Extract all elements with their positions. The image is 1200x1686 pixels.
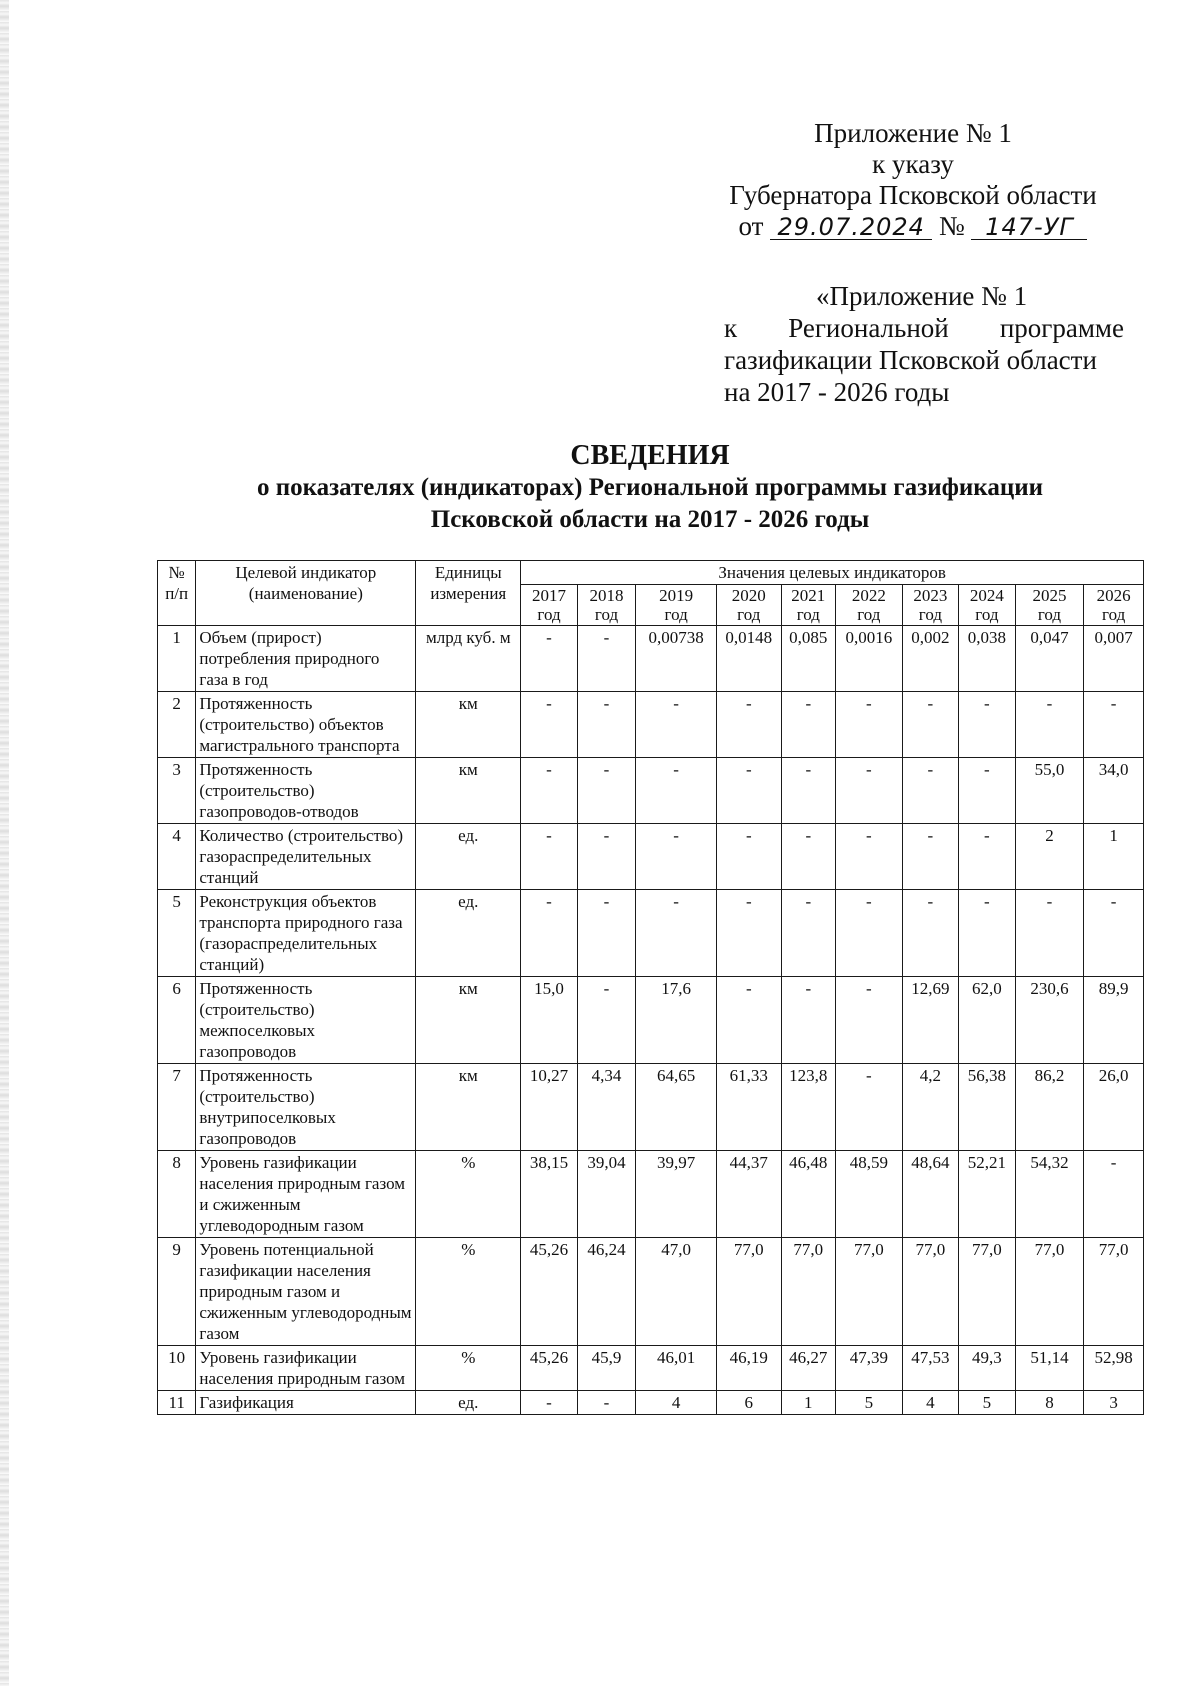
value-cell-2017: 10,27 — [521, 1064, 578, 1151]
value-cell-2018: - — [577, 626, 636, 692]
header-unit: Единицы измерения — [416, 561, 521, 626]
table-row — [158, 977, 1144, 1064]
value-cell-2026: 3 — [1084, 1391, 1144, 1415]
year-label: 2018 — [589, 586, 624, 605]
value-cell-2024: - — [959, 692, 1016, 758]
value-cell-2018: - — [577, 890, 636, 977]
year-label: 2019 — [659, 586, 694, 605]
header-indicator: Целевой индикатор (наименование) — [196, 561, 416, 626]
year-label: 2023 — [913, 586, 948, 605]
year-suffix: год — [1037, 605, 1062, 624]
value-cell-2022: 48,59 — [836, 1151, 903, 1238]
value-cell-2018: - — [577, 824, 636, 890]
value-cell-2023: - — [902, 824, 959, 890]
quote-word-2: Региональной — [788, 313, 949, 343]
table-row — [158, 1064, 1144, 1151]
value-cell-2022: 77,0 — [836, 1238, 903, 1346]
year-label: 2020 — [731, 586, 766, 605]
value-cell-2026: - — [1084, 692, 1144, 758]
handwritten-date: 29.07.2024 — [770, 215, 932, 240]
value-cell-2024: - — [959, 824, 1016, 890]
year-suffix: год — [857, 605, 881, 624]
value-cell-2024: - — [959, 758, 1016, 824]
value-cell-2022: 0,0016 — [836, 626, 903, 692]
row-number: 3 — [158, 758, 196, 824]
value-cell-2017: - — [521, 692, 578, 758]
program-appendix-quote — [724, 280, 1124, 408]
value-cell-2019: 17,6 — [636, 977, 717, 1064]
header-year-2021 — [781, 585, 835, 626]
value-cell-2025: 230,6 — [1015, 977, 1084, 1064]
value-cell-2017: - — [521, 1391, 578, 1415]
value-cell-2022: - — [836, 692, 903, 758]
value-cell-2022: 5 — [836, 1391, 903, 1415]
value-cell-2020: 61,33 — [716, 1064, 781, 1151]
value-cell-2025: 55,0 — [1015, 758, 1084, 824]
value-cell-2019: - — [636, 758, 717, 824]
quote-line-2 — [724, 312, 1124, 344]
value-cell-2025: 86,2 — [1015, 1064, 1084, 1151]
table-row — [158, 1391, 1144, 1415]
year-suffix: год — [1102, 605, 1126, 624]
quote-word-1: к — [724, 313, 738, 343]
year-suffix: год — [594, 605, 619, 624]
value-cell-2017: 38,15 — [521, 1151, 578, 1238]
row-number: 11 — [158, 1391, 196, 1415]
year-suffix: год — [737, 605, 761, 624]
title-subtitle-1: о показателях (индикаторах) Региональной программы газификации — [256, 474, 1044, 501]
value-cell-2020: 0,0148 — [716, 626, 781, 692]
value-cell-2025: - — [1015, 692, 1084, 758]
header-year-2023 — [902, 585, 959, 626]
document-title — [150, 440, 1150, 536]
value-cell-2026: 26,0 — [1084, 1064, 1144, 1151]
unit-cell: % — [416, 1346, 521, 1391]
table-row — [158, 626, 1144, 692]
header-num: № п/п — [158, 561, 196, 626]
value-cell-2017: 45,26 — [521, 1238, 578, 1346]
appendix-line-1: Приложение № 1 — [814, 118, 1012, 148]
indicator-name: Протяженность (строительство) объектов магистрального транспорта — [196, 692, 416, 758]
unit-cell: % — [416, 1151, 521, 1238]
value-cell-2018: - — [577, 1391, 636, 1415]
value-cell-2017: - — [521, 626, 578, 692]
value-cell-2023: 12,69 — [902, 977, 959, 1064]
quote-line-4: на 2017 - 2026 годы — [724, 377, 950, 407]
value-cell-2022: - — [836, 758, 903, 824]
value-cell-2022: 47,39 — [836, 1346, 903, 1391]
unit-cell: млрд куб. м — [416, 626, 521, 692]
value-cell-2019: 46,01 — [636, 1346, 717, 1391]
indicator-name: Реконструкция объектов транспорта природного газа (газораспределительных станций) — [196, 890, 416, 977]
value-cell-2024: 49,3 — [959, 1346, 1016, 1391]
value-cell-2025: 77,0 — [1015, 1238, 1084, 1346]
value-cell-2023: - — [902, 890, 959, 977]
indicator-name: Объем (прирост) потребления природного газа в год — [196, 626, 416, 692]
row-number: 5 — [158, 890, 196, 977]
indicator-name: Протяженность (строительство) внутрипоселковых газопроводов — [196, 1064, 416, 1151]
value-cell-2020: 46,19 — [716, 1346, 781, 1391]
year-label: 2017 — [532, 586, 566, 605]
indicator-name: Уровень газификации населения природным газом — [196, 1346, 416, 1391]
value-cell-2025: - — [1015, 890, 1084, 977]
value-cell-2018: 4,34 — [577, 1064, 636, 1151]
unit-cell: ед. — [416, 824, 521, 890]
value-cell-2021: 0,085 — [781, 626, 835, 692]
value-cell-2017: - — [521, 890, 578, 977]
header-year-2024 — [959, 585, 1016, 626]
value-cell-2024: 0,038 — [959, 626, 1016, 692]
unit-cell: ед. — [416, 1391, 521, 1415]
row-number: 1 — [158, 626, 196, 692]
header-year-2018 — [577, 585, 636, 626]
indicator-name: Газификация — [196, 1391, 416, 1415]
value-cell-2019: - — [636, 692, 717, 758]
year-label: 2022 — [851, 586, 886, 605]
header-year-2025 — [1015, 585, 1084, 626]
unit-cell: ед. — [416, 890, 521, 977]
value-cell-2024: - — [959, 890, 1016, 977]
header-year-2022 — [836, 585, 903, 626]
year-label: 2024 — [969, 586, 1004, 605]
row-number: 10 — [158, 1346, 196, 1391]
value-cell-2022: - — [836, 890, 903, 977]
row-number: 2 — [158, 692, 196, 758]
indicator-name: Количество (строительство) газораспределительных станций — [196, 824, 416, 890]
value-cell-2021: 77,0 — [781, 1238, 835, 1346]
year-suffix: год — [537, 605, 561, 624]
row-number: 9 — [158, 1238, 196, 1346]
value-cell-2019: 0,00738 — [636, 626, 717, 692]
value-cell-2019: 47,0 — [636, 1238, 717, 1346]
value-cell-2019: 4 — [636, 1391, 717, 1415]
value-cell-2026: 77,0 — [1084, 1238, 1144, 1346]
value-cell-2020: 44,37 — [716, 1151, 781, 1238]
indicator-name: Протяженность (строительство) газопроводов-отводов — [196, 758, 416, 824]
value-cell-2022: - — [836, 977, 903, 1064]
value-cell-2026: 34,0 — [1084, 758, 1144, 824]
value-cell-2023: 47,53 — [902, 1346, 959, 1391]
number-sign: № — [938, 211, 965, 241]
table-row — [158, 824, 1144, 890]
table-row — [158, 1151, 1144, 1238]
table-row — [158, 758, 1144, 824]
value-cell-2019: 64,65 — [636, 1064, 717, 1151]
value-cell-2023: 4 — [902, 1391, 959, 1415]
year-label: 2026 — [1096, 586, 1131, 605]
value-cell-2023: - — [902, 692, 959, 758]
indicator-name: Уровень потенциальной газификации населения природным газом и сжиженным углеводородным газом — [196, 1238, 416, 1346]
value-cell-2020: 77,0 — [716, 1238, 781, 1346]
table-row — [158, 890, 1144, 977]
year-label: 2025 — [1032, 586, 1067, 605]
header-row-1 — [158, 561, 1144, 585]
table-body — [158, 626, 1144, 1415]
appendix-line-3: Губернатора Псковской области — [729, 180, 1097, 210]
value-cell-2021: 1 — [781, 1391, 835, 1415]
value-cell-2025: 51,14 — [1015, 1346, 1084, 1391]
value-cell-2018: 39,04 — [577, 1151, 636, 1238]
unit-cell: км — [416, 1064, 521, 1151]
value-cell-2020: - — [716, 890, 781, 977]
value-cell-2020: - — [716, 692, 781, 758]
value-cell-2021: - — [781, 977, 835, 1064]
value-cell-2021: - — [781, 890, 835, 977]
value-cell-2020: - — [716, 758, 781, 824]
value-cell-2018: 46,24 — [577, 1238, 636, 1346]
indicators-table — [157, 560, 1144, 1415]
value-cell-2019: - — [636, 890, 717, 977]
value-cell-2025: 8 — [1015, 1391, 1084, 1415]
value-cell-2021: 46,27 — [781, 1346, 835, 1391]
value-cell-2018: - — [577, 692, 636, 758]
table-row — [158, 692, 1144, 758]
handwritten-number: 147-УГ — [971, 215, 1087, 240]
year-label: 2021 — [791, 586, 826, 605]
header-values-group: Значения целевых индикаторов — [521, 561, 1144, 585]
value-cell-2017: - — [521, 824, 578, 890]
value-cell-2020: - — [716, 824, 781, 890]
value-cell-2024: 62,0 — [959, 977, 1016, 1064]
row-number: 4 — [158, 824, 196, 890]
title-heading: СВЕДЕНИЯ — [570, 440, 730, 471]
year-suffix: год — [975, 605, 999, 624]
value-cell-2023: 77,0 — [902, 1238, 959, 1346]
value-cell-2026: - — [1084, 890, 1144, 977]
value-cell-2021: 46,48 — [781, 1151, 835, 1238]
value-cell-2023: 0,002 — [902, 626, 959, 692]
quote-line-1: «Приложение № 1 — [816, 281, 1028, 311]
unit-cell: км — [416, 692, 521, 758]
value-cell-2017: 45,26 — [521, 1346, 578, 1391]
row-number: 8 — [158, 1151, 196, 1238]
value-cell-2024: 77,0 — [959, 1238, 1016, 1346]
value-cell-2025: 54,32 — [1015, 1151, 1084, 1238]
year-suffix: год — [796, 605, 820, 624]
unit-cell: км — [416, 758, 521, 824]
header-year-2019 — [636, 585, 717, 626]
appendix-line-2: к указу — [872, 149, 954, 179]
appendix-header — [718, 118, 1108, 242]
value-cell-2018: - — [577, 758, 636, 824]
row-number: 7 — [158, 1064, 196, 1151]
value-cell-2017: 15,0 — [521, 977, 578, 1064]
value-cell-2023: - — [902, 758, 959, 824]
value-cell-2017: - — [521, 758, 578, 824]
value-cell-2018: - — [577, 977, 636, 1064]
value-cell-2019: 39,97 — [636, 1151, 717, 1238]
value-cell-2021: - — [781, 758, 835, 824]
value-cell-2026: 0,007 — [1084, 626, 1144, 692]
value-cell-2018: 45,9 — [577, 1346, 636, 1391]
year-suffix: год — [918, 605, 942, 624]
unit-cell: км — [416, 977, 521, 1064]
unit-cell: % — [416, 1238, 521, 1346]
value-cell-2024: 5 — [959, 1391, 1016, 1415]
value-cell-2025: 0,047 — [1015, 626, 1084, 692]
from-prefix: от — [738, 211, 764, 241]
value-cell-2023: 4,2 — [902, 1064, 959, 1151]
year-suffix: год — [664, 605, 688, 624]
value-cell-2026: - — [1084, 1151, 1144, 1238]
table-row — [158, 1238, 1144, 1346]
quote-word-3: программе — [999, 313, 1124, 343]
value-cell-2021: - — [781, 824, 835, 890]
quote-line-3: газификации Псковской области — [724, 345, 1097, 375]
value-cell-2023: 48,64 — [902, 1151, 959, 1238]
value-cell-2020: 6 — [716, 1391, 781, 1415]
value-cell-2022: - — [836, 824, 903, 890]
value-cell-2025: 2 — [1015, 824, 1084, 890]
indicator-name: Протяженность (строительство) межпоселковых газопроводов — [196, 977, 416, 1064]
value-cell-2021: 123,8 — [781, 1064, 835, 1151]
value-cell-2022: - — [836, 1064, 903, 1151]
value-cell-2019: - — [636, 824, 717, 890]
value-cell-2021: - — [781, 692, 835, 758]
value-cell-2024: 56,38 — [959, 1064, 1016, 1151]
row-number: 6 — [158, 977, 196, 1064]
indicator-name: Уровень газификации населения природным газом и сжиженным углеводородным газом — [196, 1151, 416, 1238]
header-year-2017 — [521, 585, 578, 626]
value-cell-2024: 52,21 — [959, 1151, 1016, 1238]
header-year-2026 — [1084, 585, 1144, 626]
table-header — [158, 561, 1144, 626]
appendix-date-line — [718, 211, 1108, 242]
scan-edge — [0, 0, 9, 1686]
value-cell-2026: 89,9 — [1084, 977, 1144, 1064]
table-row — [158, 1346, 1144, 1391]
value-cell-2026: 1 — [1084, 824, 1144, 890]
value-cell-2020: - — [716, 977, 781, 1064]
header-year-2020 — [716, 585, 781, 626]
title-subtitle-2: Псковской области на 2017 - 2026 годы — [430, 506, 870, 533]
value-cell-2026: 52,98 — [1084, 1346, 1144, 1391]
